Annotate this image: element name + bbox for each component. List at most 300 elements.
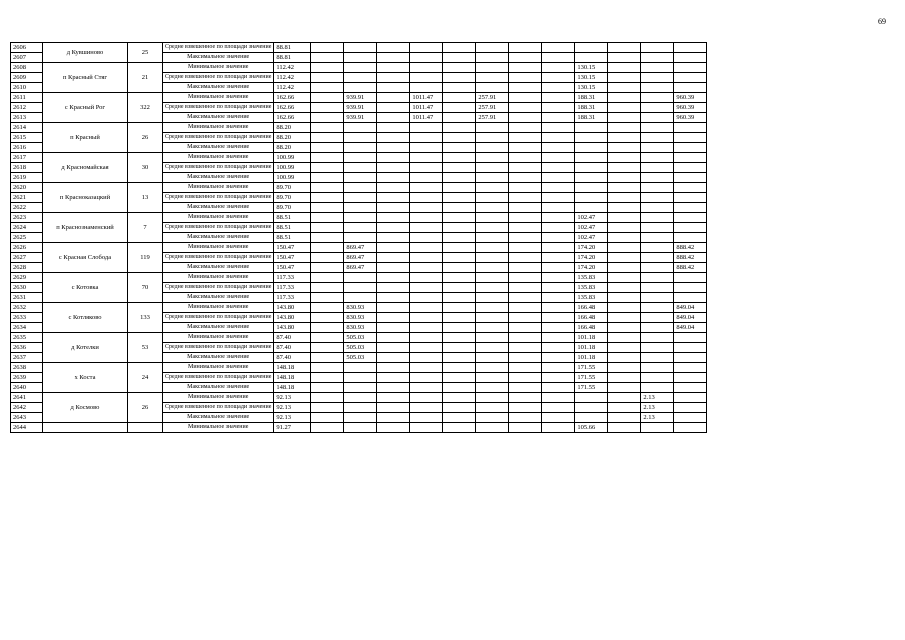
value-cell (476, 343, 509, 353)
value-cell (410, 363, 443, 373)
value-cell (311, 283, 344, 293)
value-cell (344, 403, 377, 413)
value-cell (674, 423, 707, 433)
value-cell (476, 123, 509, 133)
population: 119 (128, 243, 163, 273)
value-cell (641, 253, 674, 263)
value-cell (608, 73, 641, 83)
value-cell (311, 183, 344, 193)
value-cell (542, 333, 575, 343)
value-cell (344, 393, 377, 403)
value-cell (674, 383, 707, 393)
value-cell: 166.48 (575, 323, 608, 333)
value-cell (542, 323, 575, 333)
value-cell (608, 113, 641, 123)
value-cell (509, 413, 542, 423)
value-type: Средне взвешенное по площади значение (163, 163, 274, 173)
value-cell (542, 213, 575, 223)
value-cell (674, 53, 707, 63)
value-type: Средне взвешенное по площади значение (163, 133, 274, 143)
row-number: 2617 (11, 153, 43, 163)
value-type: Средне взвешенное по площади значение (163, 373, 274, 383)
value-cell: 939.91 (344, 113, 377, 123)
value-cell (410, 63, 443, 73)
value-type: Средне взвешенное по площади значение (163, 43, 274, 53)
value-cell (344, 213, 377, 223)
row-number: 2630 (11, 283, 43, 293)
value-cell: 135.83 (575, 273, 608, 283)
row-number: 2638 (11, 363, 43, 373)
value-cell (377, 343, 410, 353)
value-cell (443, 383, 476, 393)
value-cell (509, 83, 542, 93)
value-cell (476, 373, 509, 383)
value-cell: 88.81 (274, 43, 311, 53)
value-cell: 869.47 (344, 253, 377, 263)
value-cell (674, 163, 707, 173)
value-cell (410, 283, 443, 293)
value-cell: 1011.47 (410, 93, 443, 103)
value-cell (575, 393, 608, 403)
value-cell (542, 73, 575, 83)
value-cell (542, 273, 575, 283)
value-cell (509, 123, 542, 133)
value-cell (509, 203, 542, 213)
value-type: Средне взвешенное по площади значение (163, 73, 274, 83)
value-cell: 105.66 (575, 423, 608, 433)
value-cell (344, 423, 377, 433)
value-cell (509, 223, 542, 233)
value-cell: 87.40 (274, 353, 311, 363)
value-type: Средне взвешенное по площади значение (163, 343, 274, 353)
value-cell (443, 343, 476, 353)
value-cell (608, 243, 641, 253)
value-cell: 150.47 (274, 263, 311, 273)
value-cell (476, 223, 509, 233)
value-cell (509, 383, 542, 393)
value-cell: 1011.47 (410, 103, 443, 113)
value-cell: 869.47 (344, 243, 377, 253)
value-cell (608, 363, 641, 373)
row-number: 2615 (11, 133, 43, 143)
value-cell (443, 393, 476, 403)
value-cell (674, 203, 707, 213)
value-cell (476, 403, 509, 413)
value-cell (410, 333, 443, 343)
value-cell (311, 153, 344, 163)
value-cell (377, 43, 410, 53)
value-cell (542, 353, 575, 363)
value-cell (509, 333, 542, 343)
value-cell (377, 123, 410, 133)
value-cell (476, 273, 509, 283)
value-cell: 830.93 (344, 303, 377, 313)
value-cell (476, 173, 509, 183)
value-cell (311, 243, 344, 253)
value-cell: 117.33 (274, 283, 311, 293)
value-cell (377, 393, 410, 403)
value-cell (608, 143, 641, 153)
row-number: 2628 (11, 263, 43, 273)
value-cell (443, 113, 476, 123)
row-number: 2624 (11, 223, 43, 233)
value-cell: 174.20 (575, 263, 608, 273)
value-cell (311, 323, 344, 333)
row-number: 2625 (11, 233, 43, 243)
value-cell (674, 133, 707, 143)
value-cell (575, 123, 608, 133)
value-cell (575, 143, 608, 153)
value-cell (641, 373, 674, 383)
population: 26 (128, 393, 163, 423)
table-row (11, 213, 707, 223)
value-cell (542, 283, 575, 293)
value-cell (542, 223, 575, 233)
value-cell: 960.39 (674, 93, 707, 103)
value-cell (311, 223, 344, 233)
value-cell (410, 383, 443, 393)
value-cell (542, 363, 575, 373)
value-cell (311, 333, 344, 343)
value-cell (674, 73, 707, 83)
population: 322 (128, 93, 163, 123)
value-cell (575, 193, 608, 203)
value-cell (344, 283, 377, 293)
value-cell (377, 73, 410, 83)
value-cell (674, 63, 707, 73)
value-type: Максимальное значение (163, 53, 274, 63)
value-cell: 849.04 (674, 323, 707, 333)
value-cell (542, 163, 575, 173)
value-cell (509, 293, 542, 303)
value-cell (377, 263, 410, 273)
value-cell (476, 393, 509, 403)
value-cell: 88.81 (274, 53, 311, 63)
value-cell (476, 313, 509, 323)
value-cell (476, 333, 509, 343)
value-cell (410, 323, 443, 333)
value-cell: 101.18 (575, 343, 608, 353)
value-cell (542, 413, 575, 423)
value-cell (410, 353, 443, 363)
value-type: Минимальное значение (163, 333, 274, 343)
value-cell (311, 253, 344, 263)
value-cell (377, 153, 410, 163)
value-cell: 130.15 (575, 63, 608, 73)
value-cell: 87.40 (274, 343, 311, 353)
row-number: 2613 (11, 113, 43, 123)
value-cell (641, 143, 674, 153)
value-cell (410, 243, 443, 253)
value-cell (542, 373, 575, 383)
value-cell (575, 43, 608, 53)
value-cell (674, 353, 707, 363)
value-type: Средне взвешенное по площади значение (163, 223, 274, 233)
value-cell (377, 193, 410, 203)
value-cell (476, 263, 509, 273)
value-cell (410, 313, 443, 323)
value-cell: 135.83 (575, 293, 608, 303)
value-cell (476, 413, 509, 423)
value-cell (542, 123, 575, 133)
value-cell: 89.70 (274, 203, 311, 213)
value-cell (311, 113, 344, 123)
value-cell: 117.33 (274, 273, 311, 283)
table-row (11, 93, 707, 103)
table-row (11, 43, 707, 53)
value-cell (443, 103, 476, 113)
value-cell (509, 43, 542, 53)
value-cell (311, 163, 344, 173)
value-type: Максимальное значение (163, 413, 274, 423)
table-row (11, 183, 707, 193)
value-cell (311, 343, 344, 353)
value-cell (509, 373, 542, 383)
value-cell (542, 403, 575, 413)
value-cell (443, 373, 476, 383)
value-cell (344, 273, 377, 283)
row-number: 2623 (11, 213, 43, 223)
value-cell (608, 293, 641, 303)
value-cell: 171.55 (575, 363, 608, 373)
value-cell (509, 143, 542, 153)
value-cell (674, 193, 707, 203)
value-cell (509, 173, 542, 183)
value-cell (377, 323, 410, 333)
value-type: Минимальное значение (163, 63, 274, 73)
table-row (11, 303, 707, 313)
value-cell (608, 193, 641, 203)
value-cell (575, 183, 608, 193)
value-cell (410, 213, 443, 223)
value-cell (542, 143, 575, 153)
value-cell (641, 343, 674, 353)
value-type: Минимальное значение (163, 363, 274, 373)
value-cell (410, 83, 443, 93)
value-type: Максимальное значение (163, 233, 274, 243)
value-cell (443, 333, 476, 343)
value-cell (344, 173, 377, 183)
value-cell: 92.13 (274, 393, 311, 403)
value-cell: 2.13 (641, 413, 674, 423)
value-cell (674, 153, 707, 163)
value-cell (344, 63, 377, 73)
value-cell (509, 263, 542, 273)
value-cell (608, 343, 641, 353)
value-cell (410, 153, 443, 163)
population: 13 (128, 183, 163, 213)
value-type: Средне взвешенное по площади значение (163, 193, 274, 203)
value-cell (542, 343, 575, 353)
value-cell (641, 283, 674, 293)
value-cell (608, 393, 641, 403)
value-cell: 117.33 (274, 293, 311, 303)
row-number: 2626 (11, 243, 43, 253)
value-cell (344, 233, 377, 243)
value-cell (311, 83, 344, 93)
value-cell (608, 83, 641, 93)
row-number: 2607 (11, 53, 43, 63)
value-cell (311, 313, 344, 323)
value-cell (641, 153, 674, 163)
value-cell (542, 243, 575, 253)
value-cell (674, 333, 707, 343)
population: 7 (128, 213, 163, 243)
value-cell (509, 343, 542, 353)
value-cell (443, 193, 476, 203)
value-cell: 130.15 (575, 83, 608, 93)
value-cell (377, 53, 410, 63)
value-cell: 88.20 (274, 123, 311, 133)
value-cell (476, 203, 509, 213)
value-cell (542, 63, 575, 73)
value-cell: 162.66 (274, 93, 311, 103)
value-cell (641, 163, 674, 173)
row-number: 2616 (11, 143, 43, 153)
value-cell (575, 413, 608, 423)
value-cell (641, 113, 674, 123)
value-cell (641, 133, 674, 143)
value-cell (509, 323, 542, 333)
value-cell (443, 293, 476, 303)
value-cell (542, 253, 575, 263)
population: 53 (128, 333, 163, 363)
value-cell: 849.04 (674, 303, 707, 313)
value-cell (443, 183, 476, 193)
value-cell (575, 153, 608, 163)
value-cell (641, 203, 674, 213)
value-cell (608, 63, 641, 73)
row-number: 2618 (11, 163, 43, 173)
settlement-name: д Красномайская (43, 153, 128, 183)
value-cell (641, 333, 674, 343)
row-number: 2612 (11, 103, 43, 113)
value-cell (542, 393, 575, 403)
value-cell: 88.20 (274, 143, 311, 153)
value-cell: 143.80 (274, 323, 311, 333)
value-cell (509, 63, 542, 73)
value-cell (377, 173, 410, 183)
value-cell: 135.83 (575, 283, 608, 293)
value-cell (377, 223, 410, 233)
value-cell: 162.66 (274, 113, 311, 123)
value-cell (641, 293, 674, 303)
value-cell (608, 53, 641, 63)
settlement-name: х Коста (43, 363, 128, 393)
value-type: Максимальное значение (163, 383, 274, 393)
value-cell (608, 283, 641, 293)
value-cell (443, 303, 476, 313)
row-number: 2620 (11, 183, 43, 193)
value-cell: 88.20 (274, 133, 311, 143)
value-cell (608, 43, 641, 53)
value-cell (674, 343, 707, 353)
value-cell (311, 413, 344, 423)
value-cell (377, 83, 410, 93)
value-cell (377, 353, 410, 363)
value-cell: 166.48 (575, 303, 608, 313)
value-cell (344, 133, 377, 143)
value-cell (443, 263, 476, 273)
value-cell (674, 183, 707, 193)
value-cell (377, 403, 410, 413)
value-cell (641, 123, 674, 133)
value-cell (608, 103, 641, 113)
value-cell (311, 203, 344, 213)
row-number: 2632 (11, 303, 43, 313)
value-cell (410, 233, 443, 243)
value-cell (311, 353, 344, 363)
row-number: 2639 (11, 373, 43, 383)
value-cell (476, 303, 509, 313)
value-cell: 939.91 (344, 93, 377, 103)
value-cell: 888.42 (674, 243, 707, 253)
value-cell (476, 153, 509, 163)
value-cell: 174.20 (575, 243, 608, 253)
value-cell (311, 133, 344, 143)
population: 21 (128, 63, 163, 93)
value-cell (608, 303, 641, 313)
value-cell (476, 363, 509, 373)
value-cell (344, 383, 377, 393)
value-cell (674, 123, 707, 133)
value-cell (608, 323, 641, 333)
value-cell: 88.51 (274, 213, 311, 223)
value-cell (542, 133, 575, 143)
value-cell (311, 93, 344, 103)
value-cell: 148.18 (274, 363, 311, 373)
value-type: Минимальное значение (163, 123, 274, 133)
value-cell (344, 163, 377, 173)
row-number: 2609 (11, 73, 43, 83)
value-type: Минимальное значение (163, 303, 274, 313)
value-cell (509, 183, 542, 193)
value-cell (608, 233, 641, 243)
value-cell: 102.47 (575, 213, 608, 223)
value-type: Максимальное значение (163, 173, 274, 183)
value-cell (509, 253, 542, 263)
row-number: 2606 (11, 43, 43, 53)
value-cell (509, 233, 542, 243)
value-cell (476, 233, 509, 243)
value-cell: 148.18 (274, 383, 311, 393)
value-cell (311, 173, 344, 183)
value-cell: 174.20 (575, 253, 608, 263)
value-cell (608, 403, 641, 413)
value-cell (443, 313, 476, 323)
value-cell (674, 373, 707, 383)
value-cell (641, 83, 674, 93)
value-cell (476, 43, 509, 53)
row-number: 2640 (11, 383, 43, 393)
row-number: 2636 (11, 343, 43, 353)
value-cell (608, 163, 641, 173)
value-cell: 257.91 (476, 103, 509, 113)
value-cell (674, 223, 707, 233)
value-cell: 148.18 (274, 373, 311, 383)
value-cell (641, 63, 674, 73)
value-type: Минимальное значение (163, 393, 274, 403)
value-type: Средне взвешенное по площади значение (163, 403, 274, 413)
value-cell (509, 273, 542, 283)
settlement-name: п Красноказацкий (43, 183, 128, 213)
value-cell (410, 193, 443, 203)
value-cell (476, 423, 509, 433)
value-cell (509, 213, 542, 223)
value-cell: 89.70 (274, 193, 311, 203)
value-cell (641, 233, 674, 243)
value-cell (542, 263, 575, 273)
